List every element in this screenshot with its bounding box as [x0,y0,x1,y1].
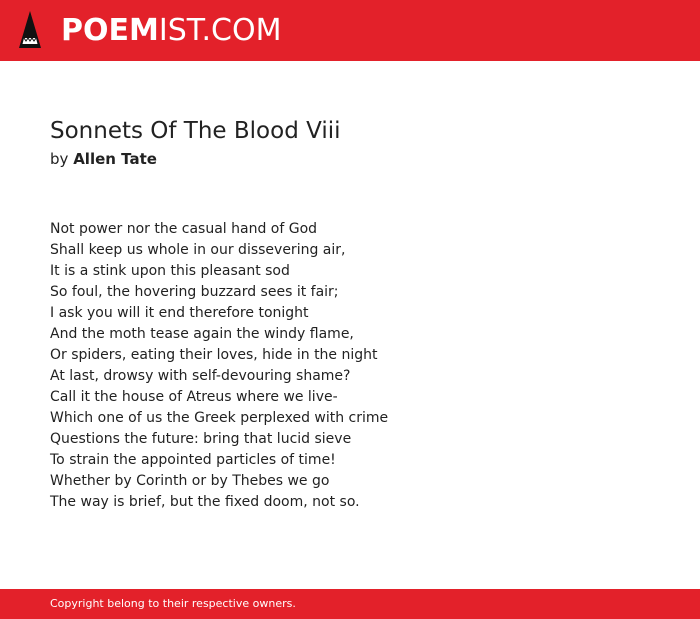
pencil-tip-icon[interactable] [18,10,42,50]
poem-line: Call it the house of Atreus where we live- [50,389,338,405]
poem-line: Not power nor the casual hand of God [50,221,318,237]
poem-line: Shall keep us whole in our dissevering air, [50,242,346,258]
poem-line: To strain the appointed particles of time! [50,452,336,468]
site-header [0,0,700,61]
poem-line: So foul, the hovering buzzard sees it fair; [50,284,339,300]
poem-line: At last, drowsy with self-devouring shame? [50,368,351,384]
site-logo-text[interactable] [61,13,281,49]
copyright-text: Copyright belong to their respective owners. [50,597,296,610]
poem-line: It is a stink upon this pleasant sod [50,263,290,279]
author-name: Allen Tate [73,150,157,168]
poem-line: I ask you will it end therefore tonight [50,305,309,321]
brand-bold-text: POEM [61,13,159,48]
site-footer [0,589,700,619]
poem-body [50,219,388,513]
poem-title: Sonnets Of The Blood Viii [50,118,341,144]
poem-line: Which one of us the Greek perplexed with crime [50,410,389,426]
poem-line: The way is brief, but the fixed doom, not so. [50,494,360,510]
poem-line: Or spiders, eating their loves, hide in the night [50,347,378,363]
by-label: by [50,150,69,168]
brand-light-text: IST.COM [158,13,282,48]
poem-line: Questions the future: bring that lucid sieve [50,431,352,447]
poem-line: Whether by Corinth or by Thebes we go [50,473,330,489]
byline [50,149,157,169]
poem-line: And the moth tease again the windy flame, [50,326,354,342]
